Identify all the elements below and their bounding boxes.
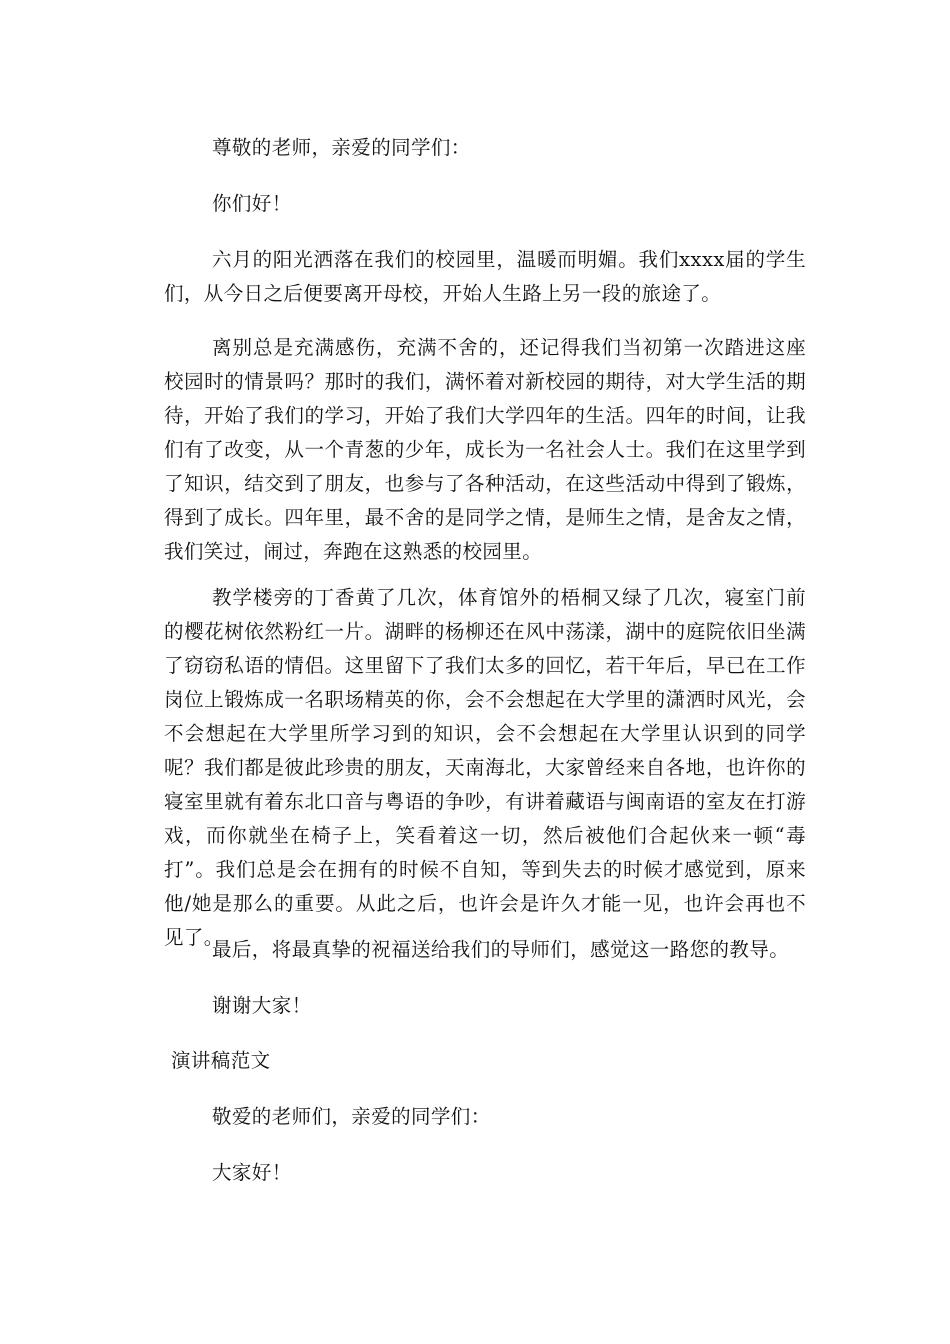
closing: 谢谢大家！	[212, 994, 312, 1017]
section-title: 演讲稿范文	[171, 1049, 271, 1072]
paragraph-3: 教学楼旁的丁香黄了几次，体育馆外的梧桐又绿了几次，寝室门前的樱花树依然粉红一片。湖畔的杨柳还在风中荡漾，湖中的庭院依旧坐满了窃窃私语的情侣。这里留下了我们太多的回忆，若干年后，早已在工作岗位上锻炼成一名职场精英的你，会不会想起在大学里的潇洒时风光，会不会想起在大学里所学习到的知识，会不会想起在大学里认识到的同学呢？我们都是彼此珍贵的朋友，天南海北，大家曾经来自各地，也许你的寝室里就有着东北口音与粤语的争吵，有讲着藏语与闽南语的室友在打游戏，而你就坐在椅子上，笑看着这一切，然后被他们合起伙来一顿“毒打”。我们总是会在拥有的时候不自知，等到失去的时候才感觉到，原来他/她是那么的重要。从此之后，也许会是许久才能一见，也许会再也不见了。	[164, 586, 806, 949]
greeting-2: 大家好！	[212, 1161, 292, 1184]
salutation: 尊敬的老师，亲爱的同学们：	[212, 136, 471, 159]
paragraph-2: 离别总是充满感伤，充满不舍的，还记得我们当初第一次踏进这座校园时的情景吗？那时的我们，满怀着对新校园的期待，对大学生活的期待，开始了我们的学习，开始了我们大学四年的生活。四年的时间，让我们有了改变，从一个青葱的少年，成长为一名社会人士。我们在这里学到了知识，结交到了朋友，也参与了各种活动，在这些活动中得到了锻炼，得到了成长。四年里，最不舍的是同学之情，是师生之情，是舍友之情，我们笑过，闹过，奔跑在这熟悉的校园里。	[164, 336, 806, 563]
greeting: 你们好！	[212, 192, 292, 215]
paragraph-1: 六月的阳光洒落在我们的校园里，温暖而明媚。我们xxxx届的学生们，从今日之后便要离开母校，开始人生路上另一段的旅途了。	[164, 248, 806, 305]
paragraph-4: 最后，将最真挚的祝福送给我们的导师们，感觉这一路您的教导。	[212, 938, 790, 961]
salutation-2: 敬爱的老师们，亲爱的同学们：	[212, 1105, 491, 1128]
